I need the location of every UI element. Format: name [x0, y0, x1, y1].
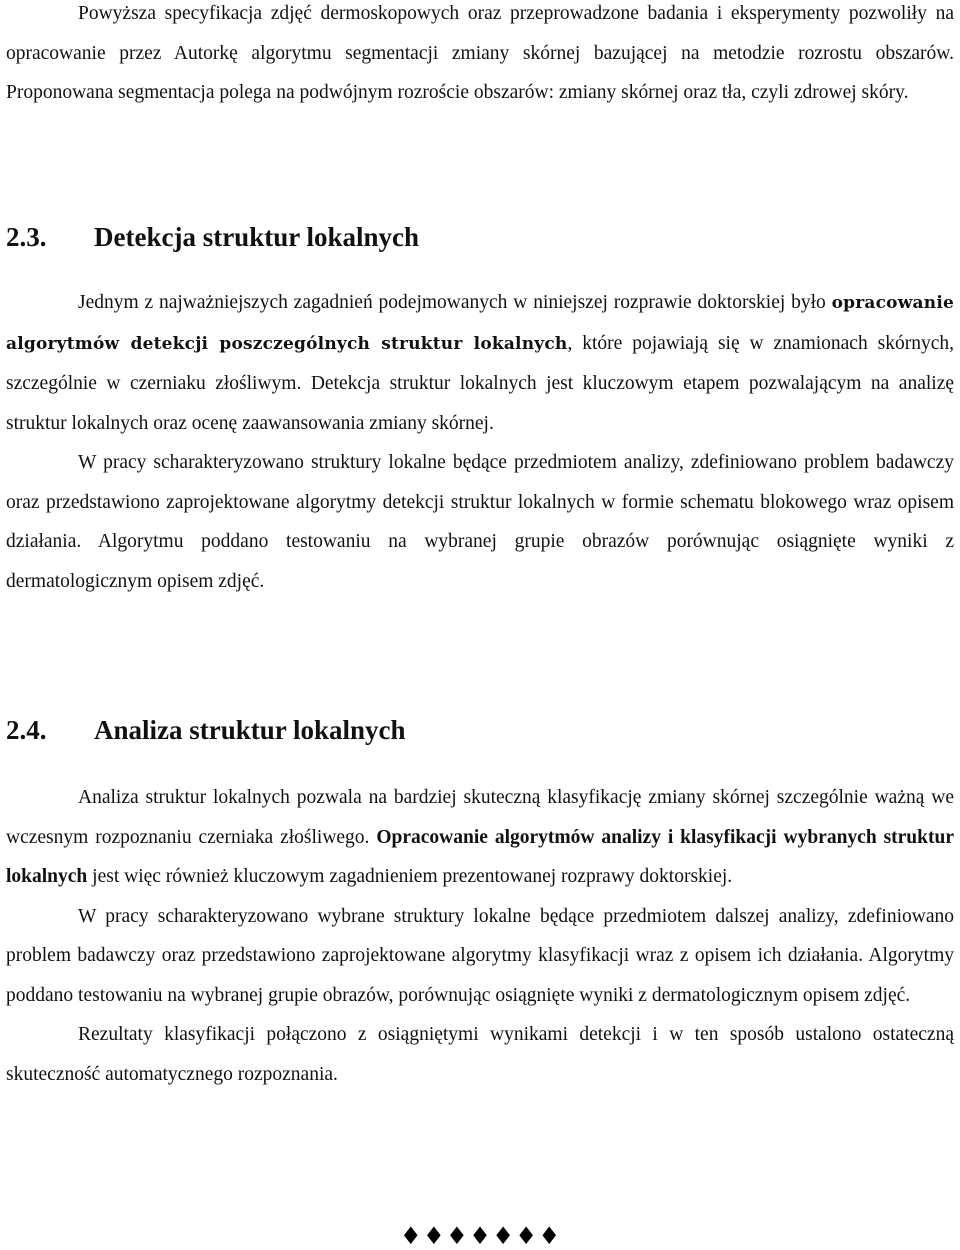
section-2-3-paragraph-1 — [6, 283, 954, 443]
diamond-icon: ♦ — [469, 1222, 491, 1250]
section-2-4-paragraph-1 — [6, 778, 954, 897]
section-title: Analiza struktur lokalnych — [94, 715, 406, 745]
diamond-icon: ♦ — [423, 1222, 445, 1250]
section-heading-2-4 — [6, 713, 406, 747]
intro-paragraph: Powyższa specyfikacja zdjęć dermoskopowych oraz przeprowadzone badania i eksperymenty pozwoliły na opracowanie przez Autorkę algorytmu segmentacji zmiany skórnej bazującej na metodzie rozrostu obszarów. Proponowana segmentacja polega na podwójnym rozroście obszarów: zmiany skórnej oraz tła, czyli zdrowej skóry. — [6, 3, 954, 103]
section-number: 2.4. — [6, 715, 47, 745]
section-2-4-body — [6, 778, 954, 1094]
paragraph-text: jest więc również kluczowym zagadnieniem prezentowanej rozprawy doktorskiej. — [87, 866, 733, 887]
emphasized-text: Opracowanie algorytmów analizy i klasyfikacji wybranych struktur lokalnych — [6, 826, 954, 887]
paragraph-text: Analiza struktur lokalnych pozwala na bardziej skuteczną klasyfikację zmiany skórnej szczególnie ważną we wczesnym rozpoznaniu czerniaka złośliwego. — [6, 787, 954, 848]
diamond-icon: ♦ — [515, 1222, 537, 1250]
emphasized-text: opracowanie algorytmów detekcji poszczególnych struktur lokalnych — [6, 293, 954, 354]
paragraph-text: Jednym z najważniejszych zagadnień podejmowanych w niniejszej rozprawie doktorskiej było — [78, 292, 832, 313]
section-2-3-body — [6, 283, 954, 601]
section-2-3-paragraph-2: W pracy scharakteryzowano struktury lokalne będące przedmiotem analizy, zdefiniowano problem badawczy oraz przedstawiono zaprojektowane algorytmy detekcji struktur lokalnych w formie schematu blokowego wraz opisem działania. Algorytmu poddano testowaniu na wybranej grupie obrazów porównując osiągnięte wyniki z dermatologicznym opisem zdjęć. — [6, 452, 954, 592]
section-heading-2-3 — [6, 220, 419, 254]
paragraph-text: , które pojawiają się w znamionach skórnych, szczególnie w czerniaku złośliwym. Detekcja struktur lokalnych jest kluczowym etapem pozwalającym na analizę struktur lokalnych oraz ocenę zaawansowania zmiany skórnej. — [6, 332, 954, 434]
diamond-icon: ♦ — [492, 1222, 514, 1250]
diamond-icon: ♦ — [538, 1222, 560, 1250]
diamond-icon: ♦ — [400, 1222, 422, 1250]
diamond-icon: ♦ — [446, 1222, 468, 1250]
intro-paragraph-block — [6, 0, 954, 113]
section-2-4-paragraph-3: Rezultaty klasyfikacji połączono z osiągniętymi wynikami detekcji i w ten sposób ustalono ostateczną skuteczność automatycznego rozpoznania. — [6, 1024, 954, 1085]
section-2-4-paragraph-2: W pracy scharakteryzowano wybrane struktury lokalne będące przedmiotem dalszej analizy, zdefiniowano problem badawczy oraz przedstawiono zaprojektowane algorytmy klasyfikacji wraz z opisem ich działania. Algorytmy poddano testowaniu na wybranej grupie obrazów, porównując osiągnięte wyniki z dermatologicznym opisem zdjęć. — [6, 905, 954, 1006]
section-number: 2.3. — [6, 222, 47, 252]
section-title: Detekcja struktur lokalnych — [94, 222, 420, 252]
section-end-ornament — [400, 1222, 560, 1250]
